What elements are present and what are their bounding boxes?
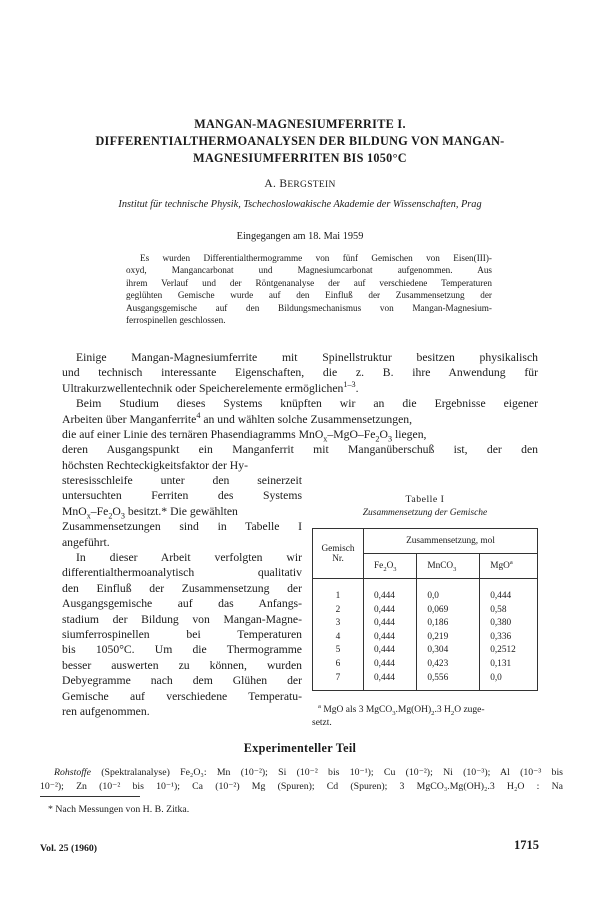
body-line: den Einfluß der Zusammensetzung der bbox=[62, 581, 302, 595]
header-text: Gemisch bbox=[321, 543, 355, 554]
page-footnote: * Nach Messungen von H. B. Zitka. bbox=[48, 804, 190, 815]
intro-line: höchsten Rechteckigkeitsfaktor der Hy- bbox=[62, 458, 248, 472]
rohstoffe-text: (Spektralanalyse) Fe₂O₃: Mn (10⁻²); Si (10⁻² bis 10⁻¹); Cu (10⁻²); Ni (10⁻³); Al (10⁻³ bis bbox=[91, 767, 563, 778]
footnote-text: MgO als 3 MgCO bbox=[320, 705, 393, 715]
subscript: 3 bbox=[392, 709, 396, 717]
page-number: 1715 bbox=[514, 838, 539, 852]
volume-info: Vol. 25 (1960) bbox=[40, 843, 98, 854]
cell-mgo: 0,336 bbox=[480, 631, 538, 645]
cell-mgo: 0,444 bbox=[480, 579, 538, 604]
subscript: 2 bbox=[383, 565, 387, 573]
intro-text: –MgO–Fe bbox=[327, 428, 376, 442]
paper-title bbox=[40, 116, 560, 167]
table-caption: Tabelle I bbox=[405, 494, 445, 505]
institute: Institut für technische Physik, Tschechoslowakische Akademie der Wissenschaften, Prag bbox=[118, 199, 482, 210]
body-line: siumferrospinellen bei Temperaturen bbox=[62, 628, 302, 642]
table-footnote-line: setzt. bbox=[312, 718, 332, 728]
cell-mgo: 0,380 bbox=[480, 617, 538, 631]
abstract-line: Ausgangsgemische auf den Bildungsmechanismus von Mangan-Magnesium- bbox=[126, 302, 492, 313]
intro-line bbox=[62, 427, 538, 442]
table-row bbox=[313, 672, 538, 691]
subscript: x bbox=[86, 511, 91, 520]
column-header-group: Zusammensetzung, mol bbox=[364, 529, 538, 554]
cell-mnco3: 0,219 bbox=[417, 631, 480, 645]
header-text: O bbox=[386, 561, 394, 571]
abstract-line: Es wurden Differentialthermogramme von fünf Gemischen von Eisen(III)- bbox=[140, 253, 492, 263]
cell-mnco3: 0,069 bbox=[417, 604, 480, 618]
footnote-divider bbox=[40, 796, 140, 797]
intro-text: O bbox=[379, 428, 388, 442]
intro-text: Ultrakurzwellentechnik oder Speicherelemente ermöglichen bbox=[62, 381, 344, 395]
column-header-mixture bbox=[313, 529, 364, 579]
cell-fe2o3: 0,444 bbox=[364, 672, 417, 691]
table-row bbox=[313, 579, 538, 604]
introduction bbox=[62, 350, 538, 473]
body-line: Debyegramme nach dem Glühen der bbox=[62, 674, 302, 688]
subscript: 2 bbox=[431, 709, 435, 717]
table-row bbox=[313, 604, 538, 618]
body-line: Gemische auf verschiedene Temperatu- bbox=[62, 689, 302, 703]
intro-text: die auf einer Linie des ternären Phasendiagramms MnO bbox=[62, 428, 324, 442]
cell-fe2o3: 0,444 bbox=[364, 631, 417, 645]
cell-fe2o3: 0,444 bbox=[364, 604, 417, 618]
table-row bbox=[313, 617, 538, 631]
author-initial: A. bbox=[264, 178, 277, 190]
cell-mgo: 0,2512 bbox=[480, 644, 538, 658]
footnote-marker: a bbox=[318, 702, 321, 710]
intro-text: liegen, bbox=[392, 428, 427, 442]
cell-mnco3: 0,423 bbox=[417, 658, 480, 672]
cell-mnco3: 0,0 bbox=[417, 579, 480, 604]
header-text: MgO bbox=[490, 561, 510, 571]
body-text: O bbox=[112, 504, 121, 518]
title-line-1: MANGAN-MAGNESIUMFERRITE I. bbox=[194, 117, 406, 131]
header-text: Fe bbox=[374, 561, 384, 571]
cell-mixture-no: 6 bbox=[313, 658, 364, 672]
cell-mnco3: 0,186 bbox=[417, 617, 480, 631]
body-line bbox=[62, 504, 302, 519]
body-line: besser auswerten zu können, wurden bbox=[62, 658, 302, 672]
table-footnote-line bbox=[312, 704, 538, 717]
body-text: besitzt.* Die gewählten bbox=[124, 504, 238, 518]
table-row bbox=[313, 658, 538, 672]
intro-text: Arbeiten über Manganferrite bbox=[62, 412, 197, 426]
subscript: 3 bbox=[387, 434, 393, 443]
body-text: –Fe bbox=[90, 504, 109, 518]
abstract-line: oxyd, Mangancarbonat und Magnesiumcarbonat aufgenommen. Aus bbox=[126, 265, 492, 276]
abstract-line: geglühten Gemische wurde auf den Einfluß der Zusammensetzung der bbox=[126, 290, 492, 301]
footnote-text: .3 H bbox=[434, 705, 451, 715]
title-line-3: MAGNESIUMFERRITEN BIS 1050°C bbox=[193, 151, 407, 165]
body-line: untersuchten Ferriten des Systems bbox=[62, 489, 302, 503]
abstract bbox=[112, 252, 492, 326]
body-line: ren aufgenommen. bbox=[62, 705, 150, 719]
table-row bbox=[313, 631, 538, 645]
subscript: 2 bbox=[375, 434, 380, 443]
citation: 1–3 bbox=[343, 380, 356, 389]
author-surname-first-letter: B bbox=[279, 178, 288, 190]
body-line: stadium der Bildung von Mangan-Magne- bbox=[62, 612, 302, 626]
footnote-text: O zuge- bbox=[454, 705, 485, 715]
cell-mixture-no: 3 bbox=[313, 617, 364, 631]
cell-mgo: 0,58 bbox=[480, 604, 538, 618]
left-column-text bbox=[62, 473, 302, 720]
cell-fe2o3: 0,444 bbox=[364, 658, 417, 672]
citation: 4 bbox=[196, 411, 201, 420]
intro-line: Beim Studium dieses Systems knüpften wir an die Ergebnisse eigener bbox=[76, 397, 538, 411]
body-line: differentialthermoanalytisch qualitativ bbox=[62, 566, 302, 580]
cell-mnco3: 0,556 bbox=[417, 672, 480, 691]
body-line: bis 1050°C. Um die Thermogramme bbox=[62, 643, 302, 657]
footnote-text: .Mg(OH) bbox=[395, 705, 432, 715]
subscript: x bbox=[323, 434, 328, 443]
intro-text: . bbox=[355, 381, 359, 395]
subscript: 2 bbox=[450, 709, 455, 717]
author bbox=[40, 178, 560, 190]
cell-fe2o3: 0,444 bbox=[364, 617, 417, 631]
subscript: 3 bbox=[393, 565, 397, 573]
received-date: Eingegangen am 18. Mai 1959 bbox=[236, 231, 364, 242]
body-line: Zusammensetzungen sind in Tabelle I bbox=[62, 520, 302, 534]
subscript: 2 bbox=[108, 511, 113, 520]
footnote-marker: a bbox=[509, 558, 513, 566]
cell-mixture-no: 1 bbox=[313, 579, 364, 604]
subscript: 3 bbox=[120, 511, 125, 520]
cell-mixture-no: 2 bbox=[313, 604, 364, 618]
composition-table bbox=[312, 528, 538, 691]
intro-line bbox=[62, 412, 538, 427]
cell-fe2o3: 0,444 bbox=[364, 579, 417, 604]
table-header-row bbox=[313, 529, 538, 554]
abstract-line: ferrospinellen geschlossen. bbox=[126, 315, 226, 326]
body-line: In dieser Arbeit verfolgten wir bbox=[76, 551, 302, 565]
column-header-fe2o3 bbox=[364, 554, 417, 579]
title-line-2: DIFFERENTIALTHERMOANALYSEN DER BILDUNG VON MANGAN- bbox=[95, 134, 505, 148]
cell-mixture-no: 4 bbox=[313, 631, 364, 645]
intro-line bbox=[62, 381, 538, 396]
column-header-mnco3 bbox=[417, 554, 480, 579]
rohstoffe-label: Rohstoffe bbox=[54, 767, 92, 778]
table-subtitle: Zusammensetzung der Gemische bbox=[362, 508, 488, 518]
table-footnote bbox=[312, 704, 538, 730]
column-header-mgo bbox=[480, 554, 538, 579]
table-row bbox=[313, 644, 538, 658]
intro-line: und technisch interessante Eigenschaften, die z. B. ihre Anwendung für bbox=[62, 366, 538, 380]
header-text: Nr. bbox=[332, 553, 344, 564]
header-text: MnCO bbox=[427, 561, 454, 571]
cell-fe2o3: 0,444 bbox=[364, 644, 417, 658]
rohstoffe-line bbox=[40, 766, 563, 780]
intro-line: deren Ausgangspunkt ein Manganferrit mit Manganüberschuß ist, der den bbox=[62, 443, 538, 457]
intro-line: Einige Mangan-Magnesiumferrite mit Spinellstruktur besitzen physikalisch bbox=[76, 351, 538, 364]
cell-mgo: 0,131 bbox=[480, 658, 538, 672]
subscript: 3 bbox=[453, 565, 457, 573]
intro-text: an und wählten solche Zusammensetzungen, bbox=[200, 412, 413, 426]
body-line: steresisschleife unter den seinerzeit bbox=[62, 474, 302, 487]
author-surname-rest: ERGSTEIN bbox=[287, 180, 336, 190]
body-line: Ausgangsgemische auf das Anfangs- bbox=[62, 597, 302, 611]
rohstoffe-line: 10⁻²); Zn (10⁻² bis 10⁻¹); Ca (10⁻²) Mg (Spuren); Cd (Spuren); 3 MgCO₃.Mg(OH)₂.3 H₂O : Na bbox=[40, 780, 563, 792]
section-heading: Experimenteller Teil bbox=[243, 741, 357, 755]
abstract-line: ihrem Verlauf und der Röntgenanalyse der auf verschiedene Temperaturen bbox=[126, 277, 492, 288]
rohstoffe-paragraph bbox=[40, 766, 563, 793]
cell-mixture-no: 5 bbox=[313, 644, 364, 658]
body-text: MnO bbox=[62, 504, 87, 518]
cell-mixture-no: 7 bbox=[313, 672, 364, 691]
cell-mgo: 0,0 bbox=[480, 672, 538, 691]
body-line: angeführt. bbox=[62, 535, 110, 549]
cell-mnco3: 0,304 bbox=[417, 644, 480, 658]
